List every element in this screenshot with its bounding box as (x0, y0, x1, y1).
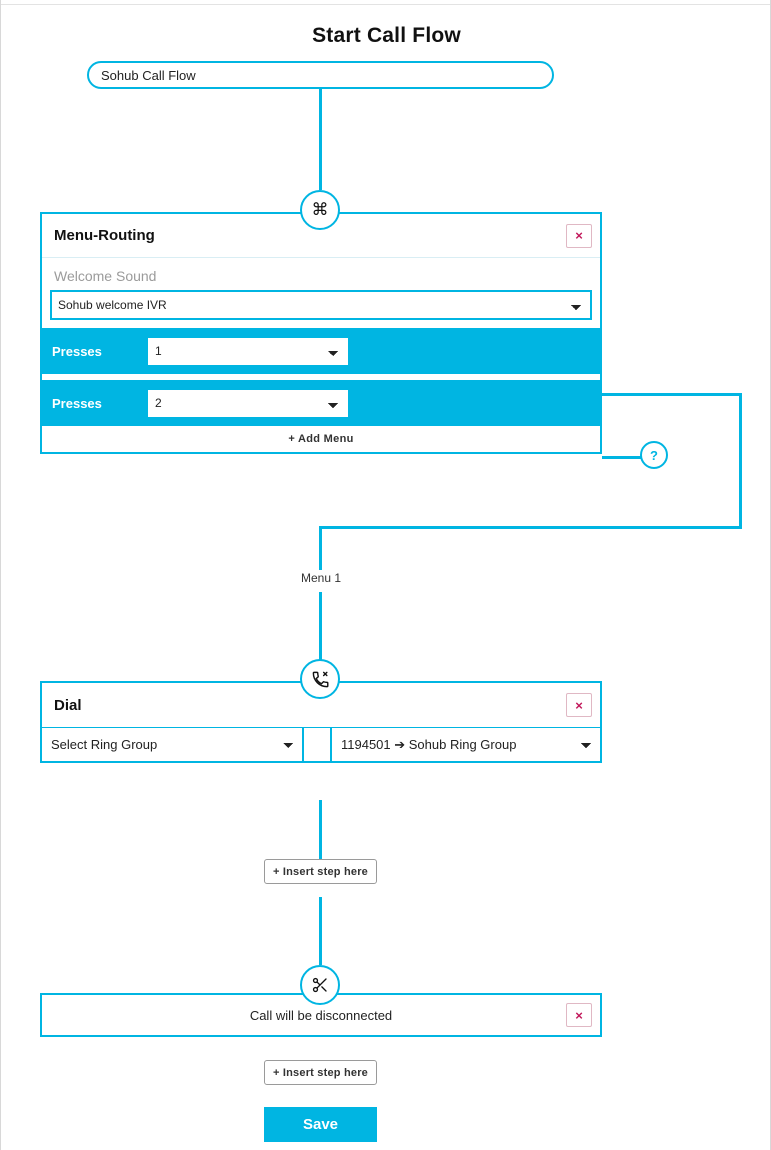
hangup-text: Call will be disconnected (249, 1007, 393, 1023)
connector-name-to-menu (319, 89, 322, 190)
scissors-icon (300, 965, 340, 1005)
dial-body (42, 727, 600, 761)
connector-dial-to-insert (319, 800, 322, 859)
add-menu-button[interactable]: + Add Menu (42, 426, 600, 452)
flow-name-input[interactable] (87, 61, 554, 89)
press-select-2[interactable] (148, 390, 348, 417)
page-title: Start Call Flow (312, 24, 461, 47)
insert-step-button-1[interactable]: + Insert step here (264, 859, 377, 884)
press-row-2 (42, 380, 600, 426)
welcome-sound-row (42, 290, 600, 328)
menu-routing-title: Menu-Routing (54, 227, 155, 244)
press-label-2: Presses (52, 395, 102, 411)
edge-label-menu-1: Menu 1 (296, 570, 346, 586)
dial-target-cell (332, 728, 600, 761)
menu-routing-card (40, 212, 602, 454)
save-button[interactable]: Save (264, 1107, 377, 1142)
close-icon[interactable]: × (566, 224, 592, 248)
close-icon[interactable]: × (566, 1003, 592, 1027)
close-icon[interactable]: × (566, 693, 592, 717)
branch-line-top (602, 393, 742, 396)
welcome-sound-label: Welcome Sound (54, 268, 157, 284)
top-bar (1, 0, 771, 5)
press-select-1[interactable] (148, 338, 348, 365)
dial-divider (304, 728, 332, 761)
press-row-1 (42, 328, 600, 374)
phone-icon (300, 659, 340, 699)
dial-title: Dial (54, 696, 82, 714)
ring-group-target-select[interactable] (332, 728, 600, 761)
command-icon: ⌘ (300, 190, 340, 230)
ring-group-type-select[interactable] (42, 728, 302, 761)
press-label-1: Presses (52, 343, 102, 359)
branch-line-right (739, 393, 742, 528)
insert-step-button-2[interactable]: + Insert step here (264, 1060, 377, 1085)
welcome-sound-select[interactable] (50, 290, 592, 320)
branch-line-help (602, 456, 644, 459)
dial-type-cell (42, 728, 304, 761)
connector-label-to-dial (319, 592, 322, 660)
connector-menu-to-label (319, 526, 322, 574)
branch-line-bottom (319, 526, 742, 529)
help-icon[interactable]: ? (640, 441, 668, 469)
connector-insert-to-hangup (319, 897, 322, 965)
